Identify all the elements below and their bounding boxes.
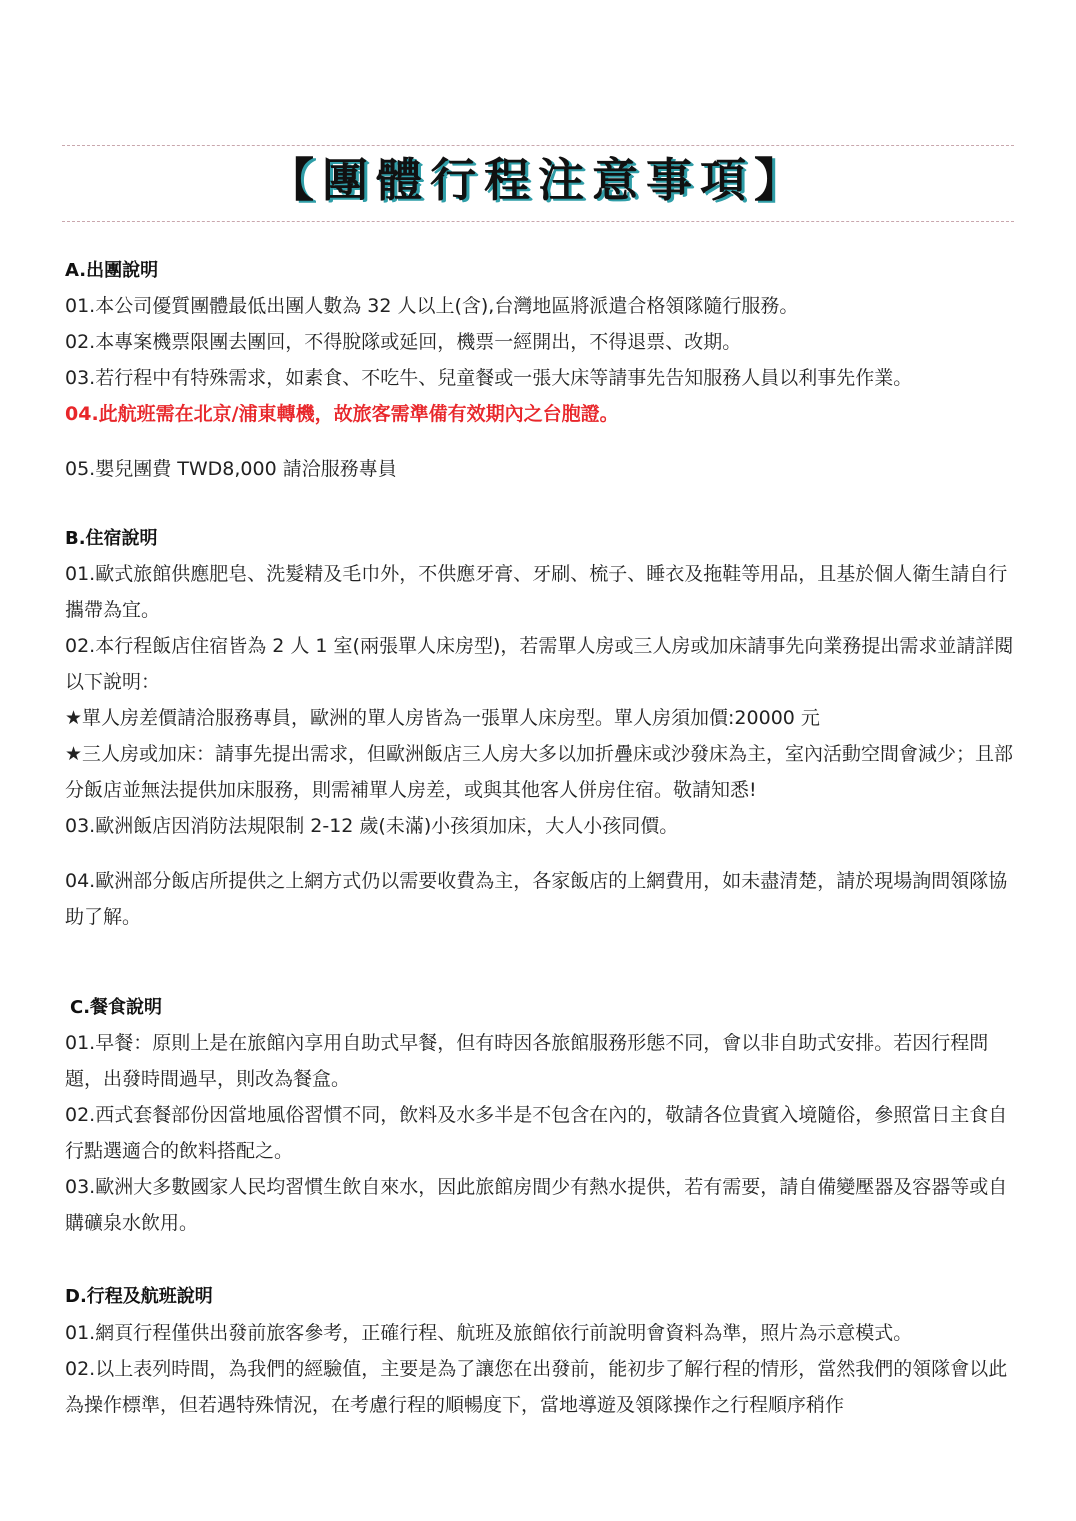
page-title: 【團體行程注意事項】 <box>268 153 808 207</box>
title-top-rule <box>62 145 1014 146</box>
section-a-item-2: 02.本專案機票限團去團回，不得脫隊或延回，機票一經開出，不得退票、改期。 <box>65 331 742 353</box>
section-d-item-2: 02.以上表列時間，為我們的經驗值，主要是為了讓您在出發前，能初步了解行程的情形，當然我們的領隊會以此為操作標準，但若遇特殊情況，在考慮行程的順暢度下，當地導遊及領隊操作之行程順序稍作 <box>65 1358 1008 1416</box>
section-b-item-1: 01.歐式旅館供應肥皂、洗髮精及毛巾外，不供應牙膏、牙刷、梳子、睡衣及拖鞋等用品，且基於個人衛生請自行攜帶為宜。 <box>65 563 1008 621</box>
section-a-item-1: 01.本公司優質團體最低出團人數為 32 人以上(含),台灣地區將派遣合格領隊隨行服務。 <box>65 295 799 317</box>
section-c-item-2: 02.西式套餐部份因當地風俗習慣不同，飲料及水多半是不包含在內的，敬請各位貴賓入境隨俗，參照當日主食自行點選適合的飲料搭配之。 <box>65 1104 1008 1162</box>
section-c-item-3: 03.歐洲大多數國家人民均習慣生飲自來水，因此旅館房間少有熱水提供，若有需要，請自備變壓器及容器等或自購礦泉水飲用。 <box>65 1176 1008 1234</box>
section-d-heading: D.行程及航班說明 <box>65 1286 213 1307</box>
section-b-item-3: ★單人房差價請洽服務專員，歐洲的單人房皆為一張單人床房型。單人房須加價:20000 元 <box>65 707 820 729</box>
title-bottom-rule <box>62 221 1014 222</box>
section-a-item-4-highlight: 04.此航班需在北京/浦東轉機，故旅客需準備有效期內之台胞證。 <box>65 403 619 425</box>
section-a-item-3: 03.若行程中有特殊需求，如素食、不吃牛、兒童餐或一張大床等請事先告知服務人員以利事先作業。 <box>65 367 913 389</box>
section-b-heading: B.住宿說明 <box>65 528 158 549</box>
section-a-item-5: 05.嬰兒團費 TWD8,000 請洽服務專員 <box>65 458 397 480</box>
section-a-heading: A.出團說明 <box>65 260 159 281</box>
section-c-item-1: 01.早餐：原則上是在旅館內享用自助式早餐，但有時因各旅館服務形態不同，會以非自助式安排。若因行程問題，出發時間過早，則改為餐盒。 <box>65 1032 989 1090</box>
section-b-item-2: 02.本行程飯店住宿皆為 2 人 1 室(兩張單人床房型)，若需單人房或三人房或加床請事先向業務提出需求並請詳閱以下說明： <box>65 635 1014 693</box>
section-b-item-6: 04.歐洲部分飯店所提供之上網方式仍以需要收費為主，各家飯店的上網費用，如未盡清楚，請於現場詢問領隊協助了解。 <box>65 870 1008 928</box>
section-b-item-5: 03.歐洲飯店因消防法規限制 2-12 歲(未滿)小孩須加床，大人小孩同價。 <box>65 815 679 837</box>
section-d-item-1: 01.網頁行程僅供出發前旅客參考，正確行程、航班及旅館依行前說明會資料為準，照片為示意模式。 <box>65 1322 913 1344</box>
section-b-item-4: ★三人房或加床：請事先提出需求，但歐洲飯店三人房大多以加折疊床或沙發床為主，室內活動空間會減少；且部分飯店並無法提供加床服務，則需補單人房差，或與其他客人併房住宿。敬請知悉! <box>65 743 1014 801</box>
section-c-heading: C.餐食說明 <box>70 997 163 1018</box>
